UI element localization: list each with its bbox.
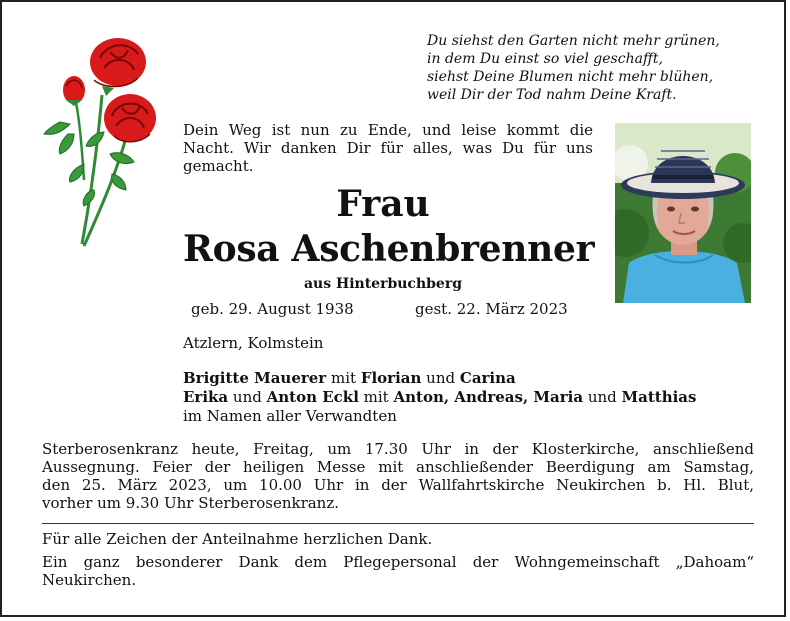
connector: mit <box>326 369 361 387</box>
poem-line: Du siehst den Garten nicht mehr grünen, <box>427 33 720 49</box>
connector: mit <box>358 388 394 406</box>
birth-date: geb. 29. August 1938 <box>191 300 354 318</box>
mourners-line-2 <box>183 388 696 407</box>
mourner-name: Florian <box>360 369 422 387</box>
poem-line: in dem Du einst so viel geschafft, <box>427 51 663 67</box>
origin: aus Hinterbuchberg <box>303 276 462 292</box>
mourners-line-1 <box>183 369 696 388</box>
mourner-name: Anton, Andreas, Maria <box>393 388 584 406</box>
mourners <box>183 369 696 426</box>
rose-icon <box>40 30 160 250</box>
mourner-name: Anton Eckl <box>266 388 359 406</box>
residence: Atzlern, Kolmstein <box>183 334 324 352</box>
thanks-general: Für alle Zeichen der Anteilnahme herzlichen Dank. <box>42 530 433 548</box>
poem-line: weil Dir der Tod nahm Deine Kraft. <box>427 87 677 103</box>
intro-text <box>183 121 593 175</box>
mourner-name: Matthias <box>621 388 697 406</box>
poem-line: siehst Deine Blumen nicht mehr blühen, <box>427 69 714 85</box>
thanks-line: Ein ganz besonderer Dank dem Pflegepersonal der Wohngemeinschaft „Dahoam“ <box>42 553 754 571</box>
divider <box>42 523 754 524</box>
mourner-name: Brigitte Mauerer <box>183 369 327 387</box>
service-line: Sterberosenkranz heute, Freitag, um 17.30 Uhr in der Klosterkirche, anschließend <box>42 440 754 458</box>
portrait-icon <box>615 123 751 303</box>
thanks-special <box>42 553 754 589</box>
connector: und <box>421 369 460 387</box>
thanks-line: Neukirchen. <box>42 571 137 589</box>
intro-line: Nacht. Wir danken Dir für alles, was Du für uns <box>183 139 593 157</box>
service-line: vorher um 9.30 Uhr Sterberosenkranz. <box>42 494 340 512</box>
mourners-line-3: im Namen aller Verwandten <box>183 407 397 425</box>
service-line: Aussegnung. Feier der heiligen Messe mit anschließender Beerdigung am Samstag, <box>42 458 754 476</box>
mourner-name: Erika <box>183 388 229 406</box>
funeral-details <box>42 440 754 512</box>
service-line: den 25. März 2023, um 10.00 Uhr in der Wallfahrtskirche Neukirchen b. Hl. Blut, <box>42 476 754 494</box>
connector: und <box>583 388 622 406</box>
poem <box>427 32 757 104</box>
deceased-name: Rosa Aschenbrenner <box>183 228 595 270</box>
death-date: gest. 22. März 2023 <box>415 300 568 318</box>
mourner-name: Carina <box>459 369 516 387</box>
intro-line: gemacht. <box>183 157 254 175</box>
salutation: Frau <box>336 183 430 225</box>
intro-line: Dein Weg ist nun zu Ende, und leise kommt die <box>183 121 593 139</box>
portrait-photo <box>615 123 751 303</box>
connector: und <box>228 388 267 406</box>
